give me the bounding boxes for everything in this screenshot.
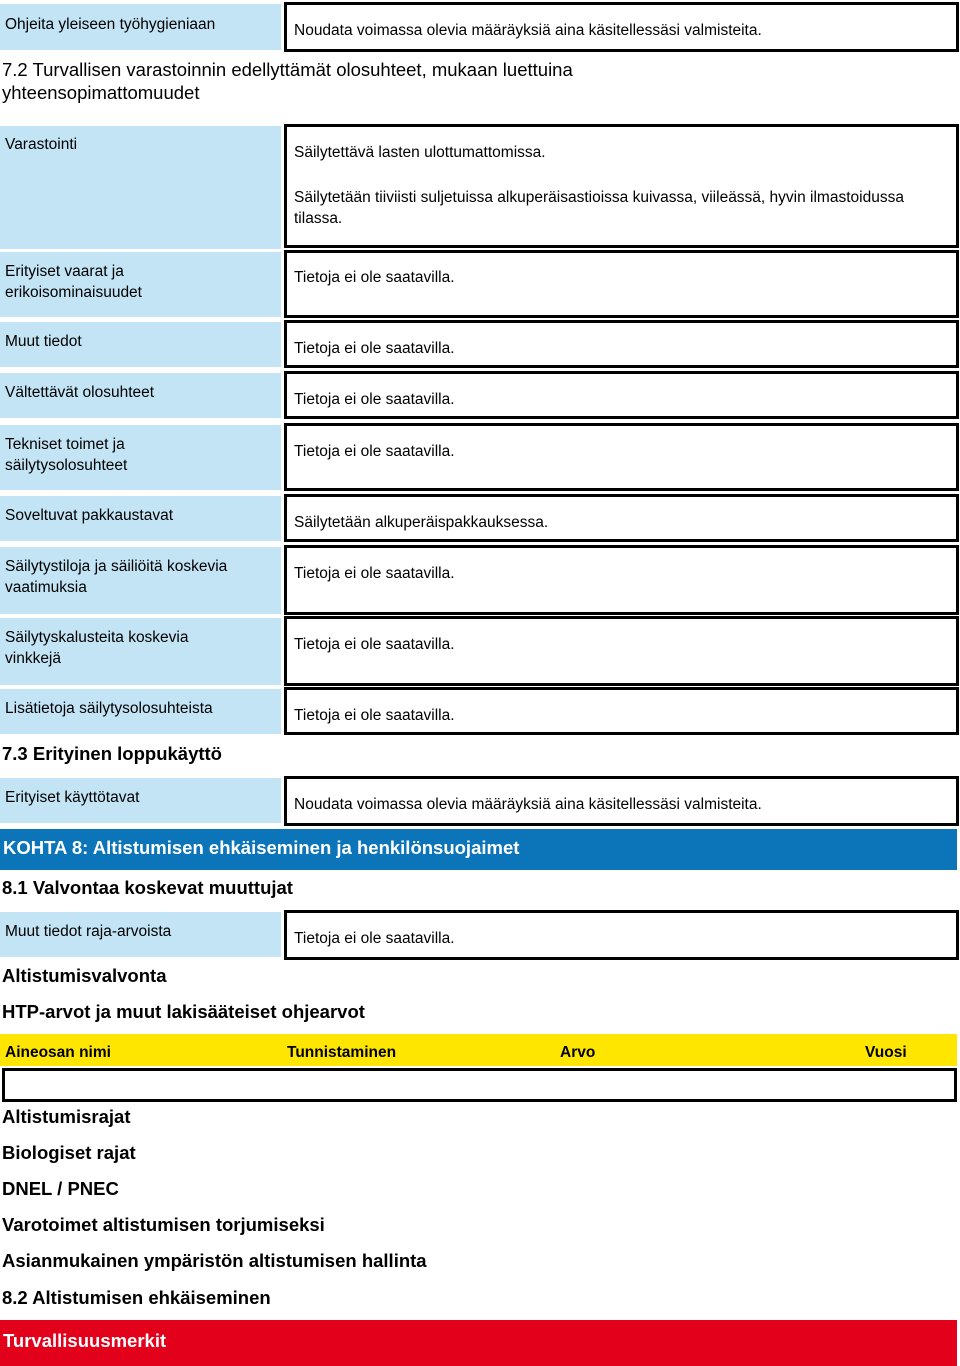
precautions-heading: Varotoimet altistumisen torjumiseksi bbox=[2, 1214, 325, 1235]
special-hazards-label: Erityiset vaarat ja erikoisominaisuudet bbox=[0, 252, 281, 317]
storage-facilities-value: Tietoja ei ole saatavilla. bbox=[284, 545, 959, 615]
section-8-1-heading: 8.1 Valvontaa koskevat muuttujat bbox=[2, 877, 293, 898]
general-hygiene-label: Ohjeita yleiseen työhygieniaan bbox=[0, 4, 281, 50]
packaging-label: Soveltuvat pakkaustavat bbox=[0, 496, 281, 541]
htp-table-empty-row bbox=[2, 1068, 957, 1102]
exposure-limits-heading: Altistumisrajat bbox=[2, 1106, 131, 1127]
additional-storage-info-value: Tietoja ei ole saatavilla. bbox=[284, 687, 959, 735]
specific-uses-label: Erityiset käyttötavat bbox=[0, 778, 281, 823]
section-8-2-heading: 8.2 Altistumisen ehkäiseminen bbox=[2, 1287, 271, 1308]
environmental-exposure-heading: Asianmukainen ympäristön altistumisen hallinta bbox=[2, 1250, 427, 1271]
other-info-value: Tietoja ei ole saatavilla. bbox=[284, 320, 959, 368]
storage-value bbox=[284, 124, 959, 248]
biological-limits-heading: Biologiset rajat bbox=[2, 1142, 136, 1163]
specific-uses-value: Noudata voimassa olevia määräyksiä aina käsitellessäsi valmisteita. bbox=[284, 776, 959, 826]
technical-measures-value: Tietoja ei ole saatavilla. bbox=[284, 423, 959, 491]
storage-facilities-label: Säilytystiloja ja säiliöitä koskevia vaatimuksia bbox=[0, 547, 281, 614]
general-hygiene-value: Noudata voimassa olevia määräyksiä aina käsitellessäsi valmisteita. bbox=[284, 2, 959, 52]
other-limit-info-label: Muut tiedot raja-arvoista bbox=[0, 912, 281, 957]
safety-signs-bar: Turvallisuusmerkit bbox=[0, 1320, 957, 1366]
col-year: Vuosi bbox=[865, 1044, 907, 1061]
packaging-value: Säilytetään alkuperäispakkauksessa. bbox=[284, 494, 959, 542]
storage-value-line2: Säilytetään tiiviisti suljetuissa alkuperäisastioissa kuivassa, viileässä, hyvin ilmastoidussa tilassa. bbox=[294, 189, 904, 227]
other-limit-info-value: Tietoja ei ole saatavilla. bbox=[284, 910, 959, 960]
storage-label: Varastointi bbox=[0, 126, 281, 249]
htp-values-heading: HTP-arvot ja muut lakisääteiset ohjearvot bbox=[2, 1001, 365, 1022]
other-info-label: Muut tiedot bbox=[0, 322, 281, 367]
col-identification: Tunnistaminen bbox=[287, 1044, 397, 1061]
section-7-3-heading: 7.3 Erityinen loppukäyttö bbox=[2, 743, 222, 764]
conditions-to-avoid-label: Vältettävät olosuhteet bbox=[0, 373, 281, 418]
conditions-to-avoid-value: Tietoja ei ole saatavilla. bbox=[284, 371, 959, 419]
exposure-control-heading: Altistumisvalvonta bbox=[2, 965, 167, 986]
storage-furniture-value: Tietoja ei ole saatavilla. bbox=[284, 616, 959, 686]
additional-storage-info-label: Lisätietoja säilytysolosuhteista bbox=[0, 689, 281, 734]
technical-measures-label: Tekniset toimet ja säilytysolosuhteet bbox=[0, 425, 281, 490]
storage-value-line1: Säilytettävä lasten ulottumattomissa. bbox=[294, 144, 546, 161]
dnel-pnec-heading: DNEL / PNEC bbox=[2, 1178, 119, 1199]
col-value: Arvo bbox=[560, 1044, 596, 1061]
section-7-2-heading: 7.2 Turvallisen varastoinnin edellyttämät olosuhteet, mukaan luettuina yhteensopimattomuudet bbox=[2, 59, 573, 103]
htp-table-header bbox=[0, 1034, 957, 1066]
special-hazards-value: Tietoja ei ole saatavilla. bbox=[284, 250, 959, 318]
storage-furniture-label: Säilytyskalusteita koskevia vinkkejä bbox=[0, 618, 281, 685]
col-substance-name: Aineosan nimi bbox=[5, 1044, 111, 1061]
section-8-title-bar: KOHTA 8: Altistumisen ehkäiseminen ja henkilönsuojaimet bbox=[0, 829, 957, 870]
